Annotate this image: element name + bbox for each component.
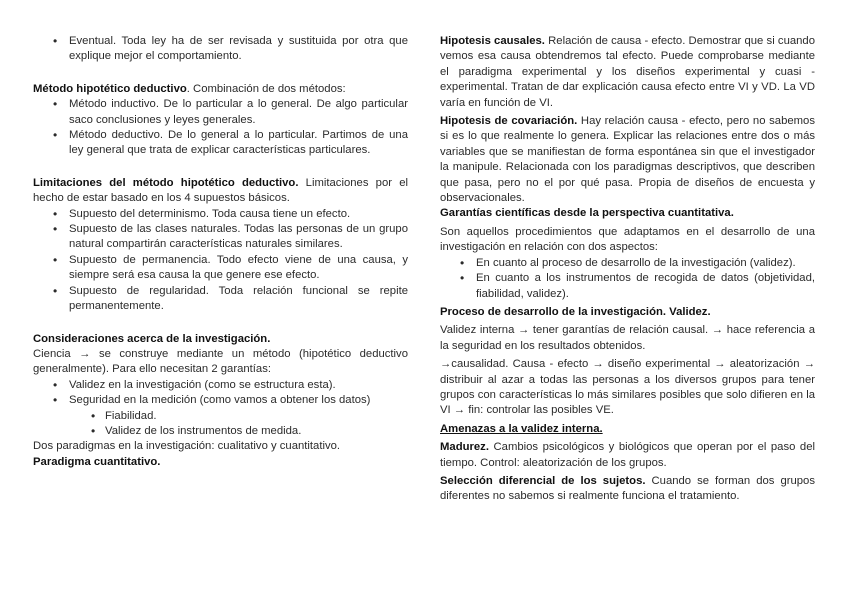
right-column: [440, 34, 815, 505]
list-item: • Supuesto de las clases naturales. Todas las personas de un grupo natural compartirán características naturales similares.: [69, 222, 408, 253]
list-item: • Seguridad en la medición (como vamos a obtener los datos): [69, 393, 408, 408]
body-text: Limitaciones por el hecho de estar basado en los 4 supuestos básicos.: [33, 176, 409, 205]
garantias-bullet-list: [33, 378, 408, 409]
body-text: Dos paradigmas en la investigación: cualitativo y cuantitativo.: [33, 440, 341, 453]
section-heading: Garantías científicas desde la perspectiva cuantitativa.: [440, 207, 734, 220]
list-item: • En cuanto a los instrumentos de recogida de datos (objetividad, fiabilidad, validez).: [476, 271, 815, 302]
list-item: • Validez de los instrumentos de medida.: [105, 424, 408, 439]
section-heading: Paradigma cuantitativo.: [33, 455, 161, 468]
list-item: • Supuesto de regularidad. Toda relación funcional se repite permanentemente.: [69, 284, 408, 315]
body-text: Relación de causa - efecto. Demostrar que si cuando vemos esa causa obtendremos tal efecto. Puede comprobarse mediante el paradigma experimental y los diseños experimental y cuasi - experimental. Tratan de dar explicación causa efecto entre VI y VD. La VD varía en función de VI.: [440, 35, 815, 109]
section-heading: Amenazas a la validez interna.: [440, 422, 603, 435]
hip-causales-paragraph: [440, 34, 815, 111]
section-heading: Consideraciones acerca de la investigación.: [33, 332, 271, 345]
list-item: • Fiabilidad.: [105, 409, 408, 424]
sub-bullet-list: [33, 409, 408, 440]
body-text: Hay relación causa - efecto, pero no sabemos si es lo que realmente lo genera. Explicar las relaciones entre dos o más variables que se manifiestan de forma espontánea sin que el investigador la manipule. Relacionada con los paradigmas descriptivos, que describen que pasa, pero no el por qué pasa. Propia de diseños de encuesta y observacionales.: [440, 115, 815, 205]
list-item: • Eventual. Toda ley ha de ser revisada y sustituida por otra que explique mejor el comportamiento.: [69, 34, 408, 65]
body-text: Validez interna → tener garantías de relación causal. → hace referencia a la seguridad en los resultados obtenidos.: [440, 324, 815, 352]
madurez-paragraph: [440, 440, 815, 471]
garantias-aspect-list: [440, 256, 815, 302]
term-label: Madurez.: [440, 441, 489, 454]
term-label: Selección diferencial de los sujetos.: [440, 474, 646, 487]
list-item: • En cuanto al proceso de desarrollo de la investigación (validez).: [476, 256, 815, 271]
seleccion-paragraph: [440, 474, 815, 505]
section-heading: Hipotesis causales.: [440, 35, 545, 47]
limitaciones-paragraph: [33, 176, 408, 207]
body-text: Cuando se forman dos grupos diferentes no sabemos si realmente funciona el tratamiento.: [440, 474, 815, 503]
top-bullet-list: [33, 34, 408, 65]
section-heading: Proceso de desarrollo de la investigación. Validez.: [440, 305, 711, 318]
section-heading: Hipotesis de covariación.: [440, 115, 578, 128]
metodo-paragraph: [33, 82, 408, 97]
left-column: [33, 34, 408, 470]
body-text: Son aquellos procedimientos que adaptamos en el desarrollo de una investigación en relación con dos aspectos:: [440, 225, 815, 254]
limitaciones-bullet-list: [33, 207, 408, 315]
body-text: . Combinación de dos métodos:: [186, 82, 346, 95]
section-heading: Limitaciones del método hipotético deductivo.: [33, 176, 299, 189]
body-text: Ciencia → se construye mediante un método (hipotético deductivo generalmente). Para ello necesitan 2 garantías:: [33, 347, 408, 376]
body-text: →causalidad. Causa - efecto → diseño experimental → aleatorización → distribuir al azar a todas las personas a los diversos grupos para tener grupos con características lo más similares posibles que solo difieren en la VI → fin: controlar las posibles VE.: [440, 358, 815, 417]
hip-covariacion-paragraph: [440, 114, 815, 206]
body-text: Cambios psicológicos y biológicos que operan por el paso del tiempo. Control: aleatorización de los grupos.: [440, 441, 815, 469]
list-item: • Validez en la investigación (como se estructura esta).: [69, 378, 408, 393]
list-item: • Método inductivo. De lo particular a lo general. De algo particular saco conclusiones y leyes generales.: [69, 97, 408, 128]
list-item: • Supuesto del determinismo. Toda causa tiene un efecto.: [69, 207, 408, 222]
list-item: • Método deductivo. De lo general a lo particular. Partimos de una ley general que trata de explicar características particulares.: [69, 128, 408, 159]
list-item: • Supuesto de permanencia. Todo efecto viene de una causa, y siempre será esa causa la que genere ese efecto.: [69, 253, 408, 284]
section-heading: Método hipotético deductivo: [33, 82, 187, 95]
metodo-bullet-list: [33, 97, 408, 159]
